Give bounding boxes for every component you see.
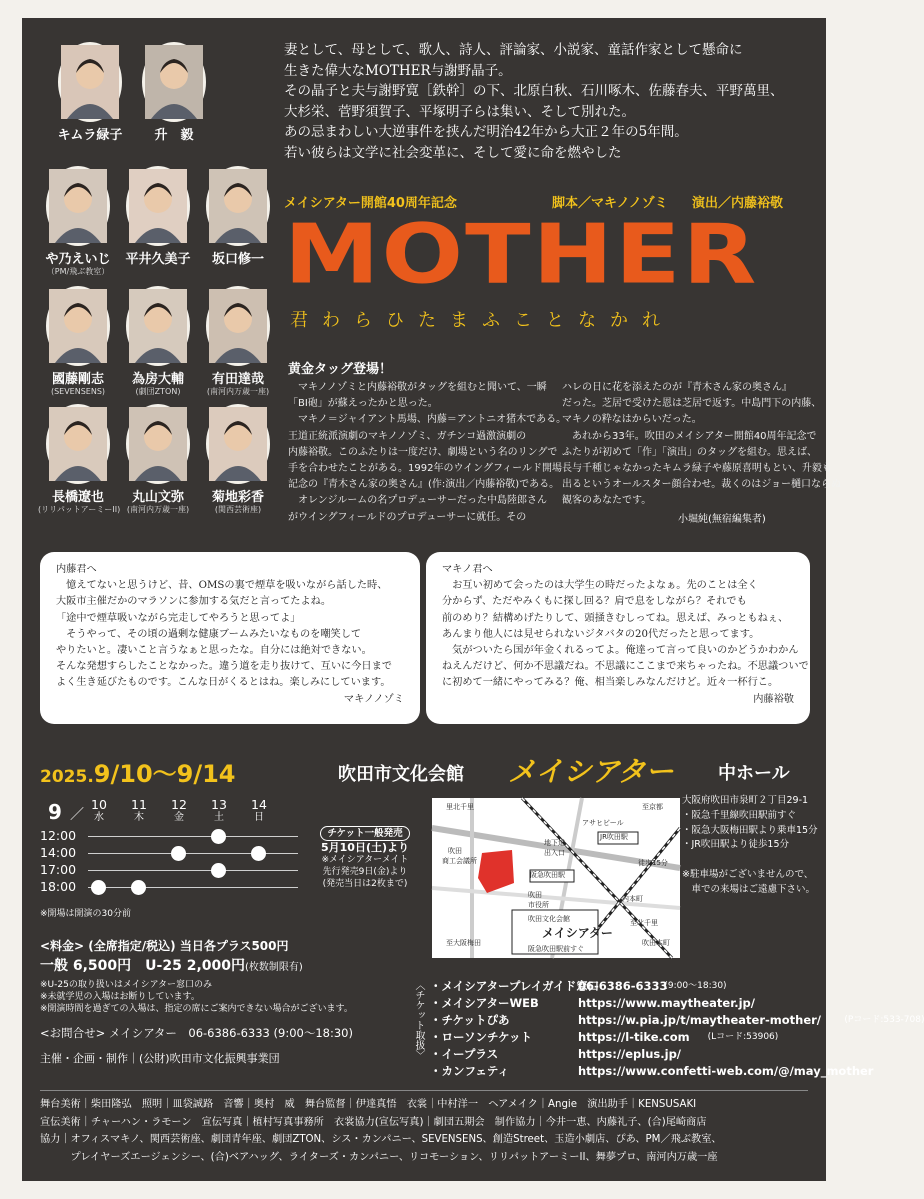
- ticket-outlet-link[interactable]: 06-6386-6333: [578, 979, 668, 993]
- essay-signature: 小堀純(無宿編集者): [678, 514, 766, 525]
- price-general: 一般 6,500円: [40, 958, 132, 974]
- letter-signature: 内藤裕敬: [753, 693, 794, 705]
- price-u25-note: (枚数制限有): [245, 962, 303, 973]
- script-credit: 脚本／マキノノゾミ: [552, 196, 668, 211]
- letter-to-makino: [426, 552, 810, 724]
- schedule-day: 10 水: [91, 797, 107, 823]
- performance-dates: [40, 754, 236, 789]
- poster: [22, 18, 924, 1181]
- cast-photo: [206, 404, 270, 484]
- letter-line: お互い初めて会ったのは大学生の時だったよなぁ。先のことは全く: [442, 580, 758, 592]
- letter-line: そんな発想すらしたことなかった。違う道を走り抜けて、互いに今日まで: [56, 661, 392, 673]
- access-line: 車での来場はご遠慮下さい。: [682, 883, 816, 895]
- cast-name: キムラ緑子: [57, 128, 123, 143]
- map-label: 徒歩15分: [638, 859, 668, 867]
- cast-name: 丸山文弥: [131, 490, 184, 505]
- essay-line: マキノ＝ジャイアント馬場、内藤＝アントニオ猪木である。: [288, 414, 567, 426]
- map-label: 里北千里: [446, 803, 474, 811]
- cast-name: 坂口修一: [211, 252, 264, 267]
- cast-name: や乃えいじ: [45, 252, 111, 267]
- ticket-outlet-link[interactable]: https://eplus.jp/: [578, 1047, 682, 1061]
- essay-line: ハレの日に花を添えたのが『青木さん家の奥さん』: [562, 382, 792, 393]
- direction-credit: 演出／内藤裕敬: [692, 196, 784, 211]
- schedule-row-line: [88, 887, 298, 888]
- month-slash: ／: [70, 807, 84, 823]
- cast-member: [118, 166, 198, 267]
- map-label: 阪急吹田駅前すぐ: [528, 945, 584, 953]
- price-section: [40, 938, 353, 1067]
- person-icon: [129, 169, 187, 243]
- letter-line: 分からず、ただやみくもに探し回る？肩で息をしながら？それでも: [442, 596, 747, 608]
- person-icon: [49, 407, 107, 481]
- person-icon: [49, 169, 107, 243]
- price-note: ※開演時間を過ぎての入場は、指定の席にご案内できない場合がございます。: [40, 1004, 353, 1014]
- access-line: [682, 853, 818, 868]
- intro-line: 妻として、母として、歌人、詩人、評論家、小説家、童話作家として懸命に: [284, 42, 743, 58]
- essay-left-column: [288, 380, 566, 526]
- performance-dot: [251, 846, 266, 861]
- cast-affiliation: (リリパットアーミーII): [38, 505, 121, 514]
- intro-line: あの忌まわしい大逆事件を挟んだ明治42年から大正２年の5年間。: [284, 124, 688, 140]
- credit-line: 宣伝美術｜チャーハン・ラモーン 宣伝写真｜植村写真事務所 衣裳協力(宣伝写真)｜劇団五期会 制作協力｜今井一恵、内藤礼子、(合)尾崎商店: [40, 1116, 707, 1128]
- contact-info: <お問合せ> メイシアター 06-6386-6333 (9:00〜18:30): [40, 1026, 353, 1040]
- performance-dot: [211, 863, 226, 878]
- map-label: 吹田: [448, 847, 462, 855]
- intro-line: 若い彼らは文学に社会変革に、そして愛に命を燃やした: [284, 144, 622, 161]
- access-map: [432, 798, 680, 958]
- ticket-release-heading: チケット一般発売: [320, 826, 410, 841]
- letter-line: 大阪市主催だかのマラソンに参加する気だと言ってたよね。: [56, 596, 332, 608]
- cast-photo: [126, 166, 190, 246]
- access-line: ・阪急千里線吹田駅前すぐ: [682, 809, 797, 821]
- cast-name: 菊地彩香: [211, 490, 264, 505]
- schedule-time: 12:00: [40, 828, 77, 843]
- essay-line: だった。芝居で受けた恩は芝居で返す。中島門下の内藤、: [562, 398, 822, 410]
- essay-line: 記念の『青木さん家の奥さん』(作:演出／内藤裕敬)である。: [288, 479, 560, 491]
- performance-dot: [171, 846, 186, 861]
- cast-photo: [46, 166, 110, 246]
- schedule-row-line: [88, 853, 298, 854]
- ticket-outlet-name: ・メイシアタープレイガイド窓口: [430, 979, 600, 993]
- essay-line: あれから33年。吹田のメイシアター開館40周年記念で: [562, 430, 817, 442]
- ticket-release-info: [320, 826, 410, 890]
- venue-hall: 中ホール: [718, 763, 790, 784]
- cast-member: [118, 404, 198, 515]
- cast-member: [118, 286, 198, 397]
- credit-line: 協力｜オフィスマキノ、関西芸術座、劇団青年座、劇団ZTON、シス・カンパニー、SEVENSENS、創造Street、玉造小劇店、ぴあ、PM／飛ぶ教室、: [40, 1134, 722, 1146]
- essay-line: がウイングフィールドのプロデューサーに就任。その: [288, 511, 527, 523]
- venue-city-hall: 吹田市文化会館: [338, 764, 464, 785]
- schedule-day: 11 木: [131, 797, 147, 823]
- cast-member: [198, 404, 278, 515]
- schedule-time: 18:00: [40, 879, 77, 894]
- schedule-row-line: [88, 836, 298, 837]
- ticket-outlet-name: ・イープラス: [430, 1047, 499, 1061]
- venue-name: メイシアター: [508, 755, 674, 788]
- access-line: ※駐車場がございませんので、: [682, 868, 814, 880]
- cast-name: 為房大輔: [131, 372, 184, 387]
- intro-line: 大杉栄、菅野須賀子、平塚明子らは集い、そして別れた。: [284, 103, 635, 120]
- essay-line: オレンジルームの名プロデューサーだった中島陸郎さん: [288, 495, 547, 507]
- ticket-outlet-name: ・チケットぴあ: [430, 1013, 510, 1027]
- person-icon: [61, 45, 119, 119]
- cast-photo: [46, 286, 110, 366]
- organizer: 主催・企画・制作｜(公財)吹田市文化振興事業団: [40, 1052, 280, 1065]
- cast-affiliation: (劇団ZTON): [135, 387, 181, 396]
- ticket-outlet-link[interactable]: https://l-tike.com: [578, 1030, 690, 1044]
- map-label: 市役所: [528, 901, 549, 909]
- cast-member: [38, 286, 118, 397]
- letter-line: そうやって、その頃の過剰な健康ブームみたいなものを嘲笑して: [56, 628, 362, 640]
- performance-dot: [91, 880, 106, 895]
- map-label: メイシアター: [542, 926, 613, 940]
- ticket-outlet-link[interactable]: https://www.confetti-web.com/@/may_mother: [578, 1064, 874, 1078]
- essay-line: マキノノゾミと内藤裕敬がタッグを組むと聞いて、一瞬: [288, 382, 547, 393]
- ticket-note: ※メイシアターメイト: [321, 855, 409, 865]
- ticket-outlet-link[interactable]: https://www.maytheater.jp/: [578, 996, 755, 1010]
- letter-line: ねえんだけど、何か不思議だね。不思議にここまで来ちゃったね。不思議ついで: [442, 661, 809, 673]
- map-label: 出入口: [544, 849, 565, 857]
- person-icon: [209, 169, 267, 243]
- letter-line: 「途中で煙草吸いながら完走してやろうと思ってよ」: [56, 612, 301, 624]
- letter-to-naito: [40, 552, 420, 724]
- cast-affiliation: (関西芸術座): [214, 505, 262, 514]
- schedule-time: 14:00: [40, 845, 77, 860]
- essay-right-column: [562, 380, 841, 510]
- schedule-note: ※開場は開演の30分前: [40, 909, 131, 919]
- cast-member: [198, 166, 278, 267]
- map-label: 商工会議所: [442, 857, 477, 865]
- person-icon: [129, 407, 187, 481]
- map-label: 吹田本町: [642, 939, 670, 947]
- intro-text: [284, 40, 814, 163]
- year: 2025.: [40, 767, 94, 787]
- cast-photo: [58, 42, 122, 122]
- person-icon: [49, 289, 107, 363]
- map-label: 吹田: [528, 891, 542, 899]
- schedule-day: 12 金: [171, 797, 187, 823]
- map-label: 至京都: [642, 803, 663, 811]
- cast-name: 國藤剛志: [51, 372, 104, 387]
- cast-affiliation: (SEVENSENS): [50, 387, 106, 396]
- map-label: 阪急吹田駅: [530, 871, 565, 879]
- cast-member: [50, 42, 130, 143]
- ticket-release-date: 5月10日(土)より: [320, 841, 410, 854]
- schedule-month: 9: [48, 800, 62, 824]
- ticket-vertical-label: 〈チケット取扱〉: [413, 980, 424, 1060]
- letter-line: に初めて一緒にやってみる？俺、相当楽しみなんだけど。近々一杯行こ。: [442, 677, 779, 689]
- essay-line: 「BI砲」が蘇えったかと思った。: [288, 398, 438, 410]
- cast-member: [198, 286, 278, 397]
- ticket-outlet-name: ・ローソンチケット: [430, 1030, 533, 1044]
- price-note: ※U-25の取り扱いはメイシアター窓口のみ: [40, 980, 213, 990]
- date-range: 9/10〜9/14: [93, 760, 236, 788]
- map-label: 地下道: [544, 839, 565, 847]
- essay-line: 手を合わせたことがある。1992年のウイングフィールド開場: [288, 463, 562, 475]
- access-line: 大阪府吹田市泉町２丁目29-1: [682, 795, 809, 806]
- letter-line: あんまり他人には見せられないジタバタの20代だったと思ってます。: [442, 628, 760, 640]
- anniversary-label: メイシアター開館40周年記念: [284, 196, 457, 211]
- cast-name: 有田達哉: [211, 372, 264, 387]
- map-label: 至大阪梅田: [446, 939, 481, 947]
- schedule-time: 17:00: [40, 862, 77, 877]
- show-title: MOTHER: [284, 206, 759, 303]
- price-u25: U-25 2,000円: [145, 958, 245, 974]
- credit-line: プレイヤーズエージェンシー、(合)ベアハッグ、ライターズ・カンパニー、リコモーション、リリパットアーミーII、舞夢プロ、南河内万歳一座: [40, 1151, 718, 1163]
- person-icon: [209, 289, 267, 363]
- cast-photo: [126, 404, 190, 484]
- letter-line: 気がついたら国が年金くれるってよ。俺達って言って良いのかどうかわかん: [442, 645, 799, 657]
- essay-line: 長与千種じゃなかったキムラ緑子や藤原喜明もとい、升毅も: [562, 463, 832, 475]
- intro-line: その晶子と夫与謝野寛［鉄幹］の下、北原白秋、石川啄木、佐藤春夫、平野萬里、: [284, 83, 784, 99]
- ticket-outlet-name: ・メイシアターWEB: [430, 996, 539, 1010]
- cast-affiliation: （PM/飛ぶ教室）: [46, 267, 110, 276]
- essay-line: マキノの粋なはからいだった。: [562, 414, 702, 426]
- person-icon: [145, 45, 203, 119]
- cast-member: [134, 42, 214, 143]
- letter-line: 前のめり？結構めげたりして、頭掻きむしってね。思えば、みっともねぇ、: [442, 612, 789, 624]
- essay-line: ふたりが初めて「作」「演出」のタッグを組む。思えば、: [562, 446, 817, 458]
- access-line: ・JR吹田駅より徒歩15分: [682, 839, 789, 851]
- letter-line: 内藤君へ: [56, 564, 97, 575]
- ticket-note: 先行発売9日(金)より: [322, 867, 408, 877]
- letter-line: やりたいと。凄いこと言うなぁと思ったな。自分には絶対できない。: [56, 645, 372, 657]
- cast-photo: [206, 286, 270, 366]
- cast-photo: [142, 42, 206, 122]
- cast-affiliation: (南河内万歳一座): [126, 505, 190, 514]
- person-icon: [209, 407, 267, 481]
- map-label: 吹田文化会館: [528, 915, 570, 923]
- essay-line: 王道正統派演劇のマキノノゾミ、ガチンコ過激演劇の: [288, 430, 527, 442]
- map-label: 内本町: [622, 895, 643, 903]
- letter-line: よく生き延びたものです。こんな日がくるとはね。楽しみにしています。: [56, 677, 391, 689]
- performance-dot: [211, 829, 226, 844]
- essay-heading: 黄金タッグ登場！: [288, 362, 393, 377]
- essay-line: 出るというオールスター顔合わせ。裁くのはジョー樋口ならぬ: [562, 479, 841, 491]
- cast-name: 升 毅: [154, 128, 194, 143]
- letter-line: マキノ君へ: [442, 564, 493, 575]
- staff-credits: [40, 1096, 722, 1166]
- cast-photo: [206, 166, 270, 246]
- cast-photo: [46, 404, 110, 484]
- person-icon: [129, 289, 187, 363]
- ticket-outlet-extra: (9:00〜18:30): [664, 981, 727, 991]
- schedule-row-line: [88, 870, 298, 871]
- letter-line: 憶えてないと思うけど、昔、OMSの裏で煙草を吸いながら話した時、: [56, 580, 388, 592]
- access-info: [682, 794, 818, 898]
- map-label: JR吹田駅: [600, 833, 628, 841]
- cast-member: [38, 404, 121, 515]
- letter-signature: マキノノゾミ: [343, 693, 404, 705]
- access-line: ・阪急大阪梅田駅より乗車15分: [682, 824, 818, 836]
- cast-photo: [126, 286, 190, 366]
- ticket-note: (発売当日は2枚まで): [322, 879, 408, 889]
- price-note: ※未就学児の入場はお断りしています。: [40, 992, 200, 1002]
- map-label: アサヒビール: [582, 819, 624, 827]
- price-heading: <料金> (全席指定/税込) 当日各プラス500円: [40, 939, 289, 953]
- cast-name: 長橋遼也: [51, 490, 104, 505]
- ticket-outlet-name: ・カンフェティ: [430, 1064, 510, 1078]
- ticket-outlet-extra: (Lコード:53906): [707, 1032, 779, 1042]
- credits-divider: [40, 1090, 808, 1091]
- performance-dot: [131, 880, 146, 895]
- essay-line: 内藤裕敬。このふたりは一度だけ、劇場という名のリングで: [288, 446, 558, 458]
- intro-line: 生きた偉大なMOTHER与謝野晶子。: [284, 62, 512, 79]
- ticket-outlet-extra: (Pコード:533-708): [844, 1015, 924, 1025]
- show-subtitle: 君わらひたまふことなかれ: [290, 310, 674, 331]
- cast-affiliation: (南河内万歳一座): [206, 387, 270, 396]
- schedule-day: 13 土: [211, 797, 227, 823]
- ticket-outlet-link[interactable]: https://w.pia.jp/t/maytheater-mother/: [578, 1013, 821, 1027]
- essay-line: 観客のあなたです。: [562, 495, 652, 507]
- schedule-day: 14 日: [251, 797, 267, 823]
- map-label: 至北千里: [630, 919, 658, 927]
- cast-name: 平井久美子: [125, 252, 191, 267]
- cast-member: [38, 166, 118, 277]
- credit-line: 舞台美術｜柴田隆弘 照明｜皿袋誠路 音響｜奥村 威 舞台監督｜伊達真悟 衣裳｜中村洋一 ヘアメイク｜Angie 演出助手｜KENSUSAKI: [40, 1099, 697, 1110]
- price-values: [40, 955, 353, 979]
